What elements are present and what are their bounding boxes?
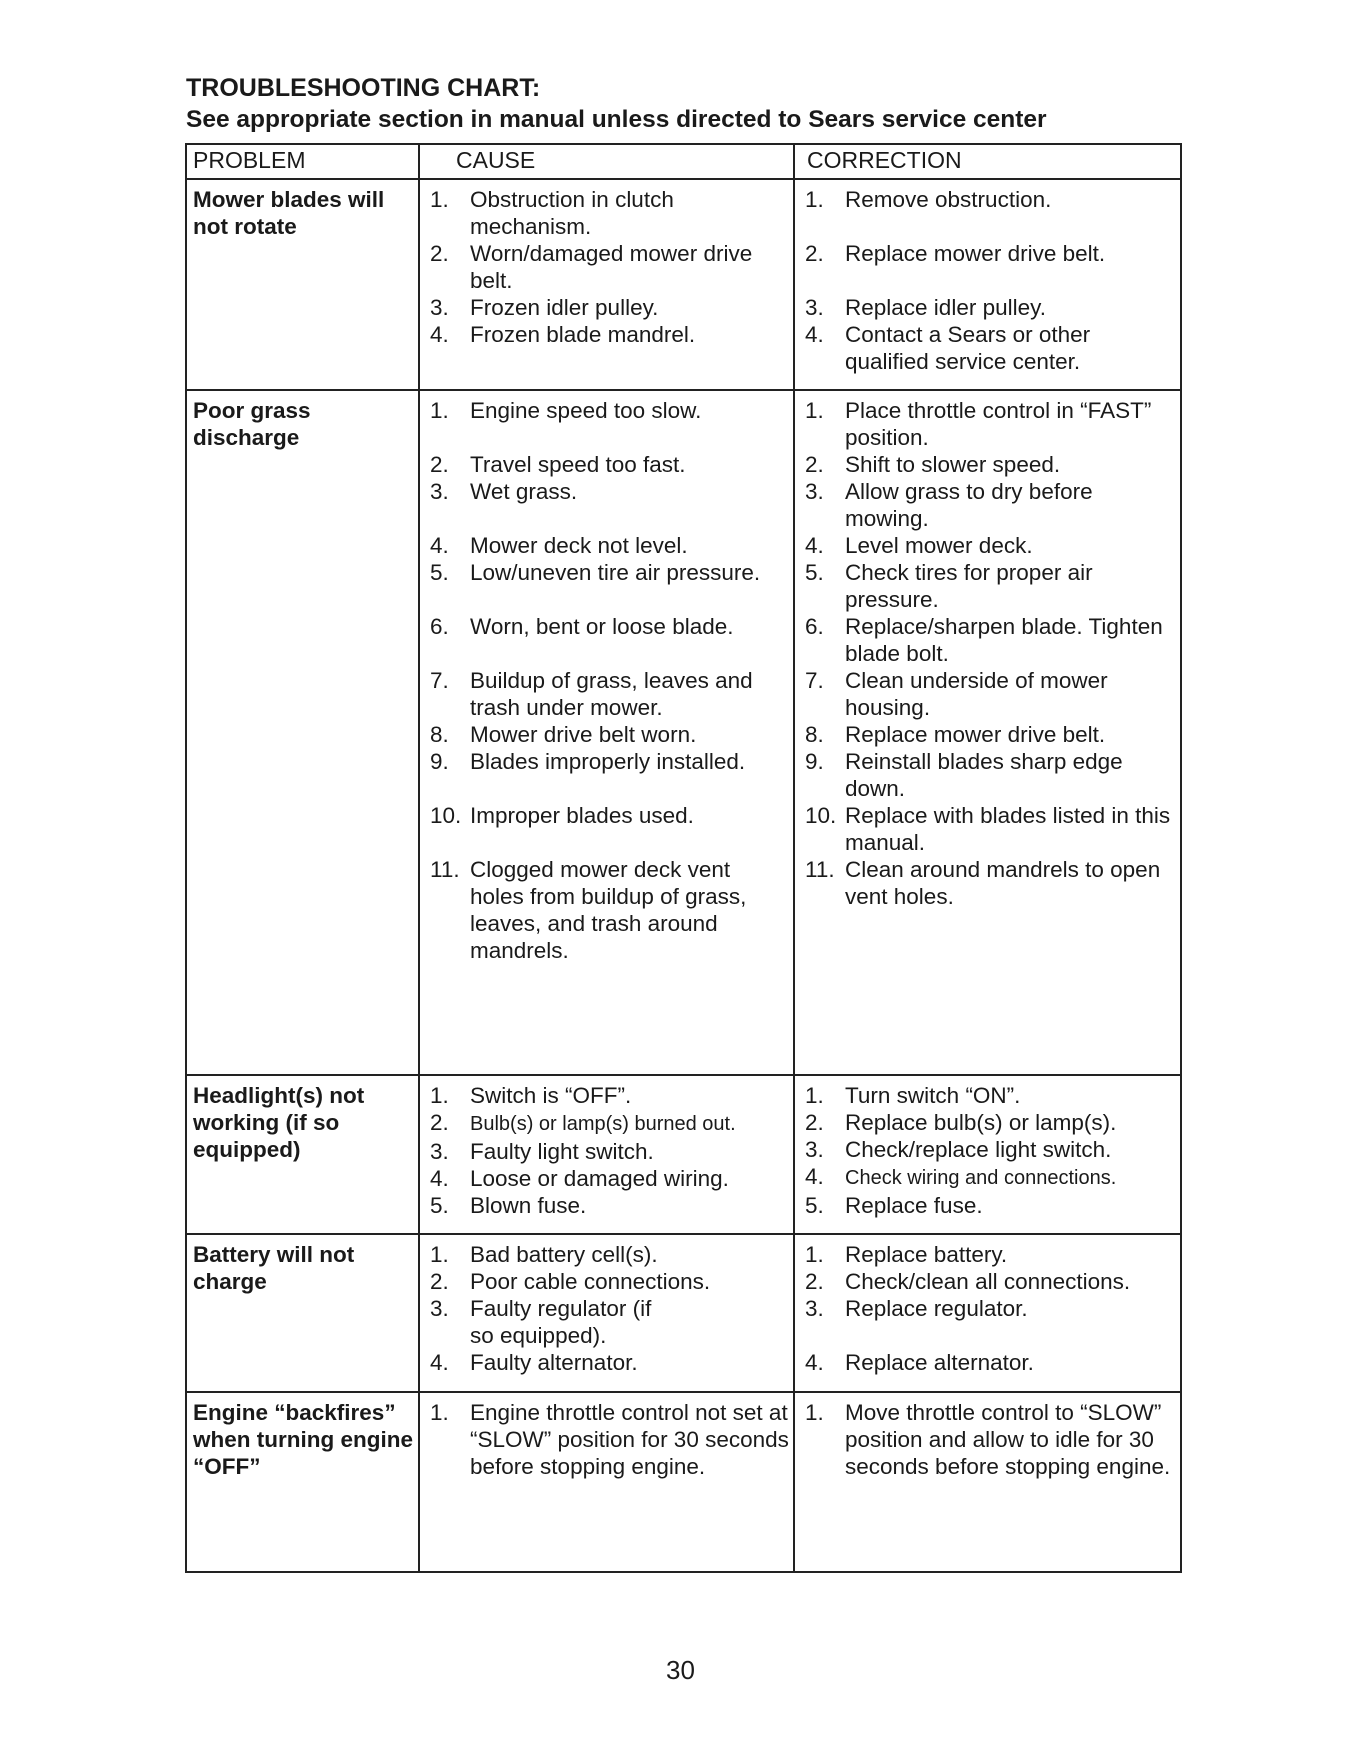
item-number: 7. — [430, 668, 449, 693]
item-number: 2. — [430, 452, 449, 477]
list-item — [430, 1349, 789, 1376]
chart-title: TROUBLESHOOTING CHART: — [186, 74, 541, 102]
item-text: Replace/sharpen blade. Tighten blade bolt. — [845, 614, 1163, 666]
item-number: 1. — [430, 1083, 449, 1108]
cause-cell — [419, 1392, 794, 1572]
item-text: Mower deck not level. — [470, 533, 688, 558]
item-number: 2. — [430, 1110, 449, 1135]
item-number: 1. — [805, 1242, 824, 1267]
item-number: 1. — [805, 1400, 824, 1425]
item-text: Level mower deck. — [845, 533, 1033, 558]
list-item — [430, 1138, 789, 1165]
list-item — [805, 1109, 1176, 1136]
list-item — [430, 559, 789, 586]
cause-cell — [419, 390, 794, 1075]
item-number: 2. — [805, 1269, 824, 1294]
item-text: Blown fuse. — [470, 1193, 587, 1218]
problem-cell: Poor grass discharge — [186, 390, 419, 1075]
item-text: Engine speed too slow. — [470, 398, 702, 423]
list-item — [805, 321, 1176, 375]
item-text: Faulty regulator (if so equipped). — [470, 1296, 652, 1348]
table-header-row — [186, 144, 1181, 179]
list-item — [805, 1136, 1176, 1163]
item-text: Replace battery. — [845, 1242, 1008, 1267]
list-item — [430, 856, 789, 964]
item-text: Replace alternator. — [845, 1350, 1034, 1375]
list-item — [805, 748, 1176, 802]
item-text: Replace bulb(s) or lamp(s). — [845, 1110, 1117, 1135]
list-item — [430, 613, 789, 640]
table-row — [186, 179, 1181, 390]
item-text: Wet grass. — [470, 479, 578, 504]
item-text: Mower drive belt worn. — [470, 722, 697, 747]
problem-cell: Mower blades will not rotate — [186, 179, 419, 390]
list-item — [805, 532, 1176, 559]
item-text: Clogged mower deck vent holes from buildup of grass, leaves, and trash around mandrels. — [470, 857, 747, 963]
list-item — [430, 1082, 789, 1109]
list-item — [430, 294, 789, 321]
troubleshooting-table — [185, 143, 1182, 1573]
list-item — [430, 451, 789, 478]
list-item — [805, 1082, 1176, 1109]
list-item — [805, 802, 1176, 856]
item-text: Faulty light switch. — [470, 1139, 654, 1164]
problem-cell: Headlight(s) not working (if so equipped) — [186, 1075, 419, 1234]
item-number: 3. — [430, 479, 449, 504]
item-text: Turn switch “ON”. — [845, 1083, 1021, 1108]
list-item — [805, 721, 1176, 748]
cause-cell — [419, 179, 794, 390]
list-item — [805, 1163, 1176, 1192]
item-number: 1. — [805, 1083, 824, 1108]
item-text: Replace regulator. — [845, 1296, 1028, 1321]
item-number: 5. — [805, 1193, 824, 1218]
item-number: 5. — [430, 1193, 449, 1218]
item-text: Remove obstruction. — [845, 187, 1052, 212]
item-text: Check/clean all connections. — [845, 1269, 1131, 1294]
item-number: 1. — [430, 187, 449, 212]
item-text: Allow grass to dry before mowing. — [845, 479, 1093, 531]
item-text: Bad battery cell(s). — [470, 1242, 658, 1267]
item-number: 1. — [430, 1400, 449, 1425]
item-text: Reinstall blades sharp edge down. — [845, 749, 1123, 801]
correction-cell — [794, 1075, 1181, 1234]
item-text: Replace idler pulley. — [845, 295, 1046, 320]
problem-cell: Engine “backfires” when turning engine “OFF” — [186, 1392, 419, 1572]
list-item — [805, 856, 1176, 910]
item-number: 10. — [805, 803, 837, 828]
item-number: 4. — [430, 533, 449, 558]
item-number: 7. — [805, 668, 824, 693]
cause-cell — [419, 1234, 794, 1392]
page-number: 30 — [666, 1655, 695, 1685]
item-number: 5. — [430, 560, 449, 585]
item-number: 1. — [430, 398, 449, 423]
item-text: Replace with blades listed in this manual. — [845, 803, 1171, 855]
item-text: Check/replace light switch. — [845, 1137, 1112, 1162]
item-number: 1. — [805, 187, 824, 212]
item-number: 3. — [805, 479, 824, 504]
item-text: Move throttle control to “SLOW” position and allow to idle for 30 seconds before stopping engine. — [845, 1400, 1171, 1479]
item-number: 8. — [805, 722, 824, 747]
item-number: 3. — [805, 1137, 824, 1162]
list-item — [805, 1241, 1176, 1268]
item-number: 2. — [805, 452, 824, 477]
list-item — [805, 667, 1176, 721]
table-row — [186, 1392, 1181, 1572]
list-item — [430, 186, 789, 240]
table-row — [186, 1075, 1181, 1234]
list-item — [805, 478, 1176, 532]
list-item — [430, 1399, 789, 1480]
item-text: Replace mower drive belt. — [845, 722, 1106, 747]
item-number: 4. — [805, 533, 824, 558]
item-text: Clean around mandrels to open vent holes. — [845, 857, 1161, 909]
correction-cell — [794, 1392, 1181, 1572]
table-row — [186, 390, 1181, 1075]
item-number: 3. — [805, 295, 824, 320]
item-text: Bulb(s) or lamp(s) burned out. — [470, 1113, 736, 1135]
list-item — [805, 559, 1176, 613]
item-number: 4. — [430, 1350, 449, 1375]
item-text: Faulty alternator. — [470, 1350, 638, 1375]
item-text: Poor cable connections. — [470, 1269, 711, 1294]
list-item — [430, 802, 789, 829]
item-text: Worn/damaged mower drive belt. — [470, 241, 753, 293]
list-item — [430, 721, 789, 748]
list-item — [430, 1109, 789, 1138]
item-text: Replace mower drive belt. — [845, 241, 1106, 266]
item-number: 4. — [805, 1164, 824, 1189]
column-header-problem: PROBLEM — [186, 144, 419, 179]
item-text: Obstruction in clutch mechanism. — [470, 187, 674, 239]
list-item — [805, 397, 1176, 451]
cause-cell — [419, 1075, 794, 1234]
item-text: Improper blades used. — [470, 803, 694, 828]
list-item — [430, 532, 789, 559]
item-text: Blades improperly installed. — [470, 749, 746, 774]
item-text: Buildup of grass, leaves and trash under mower. — [470, 668, 753, 720]
item-number: 4. — [805, 322, 824, 347]
item-text: Shift to slower speed. — [845, 452, 1061, 477]
item-text: Contact a Sears or other qualified service center. — [845, 322, 1091, 374]
list-item — [805, 1349, 1176, 1376]
item-number: 6. — [805, 614, 824, 639]
list-item — [805, 451, 1176, 478]
item-number: 10. — [430, 803, 462, 828]
column-header-cause: CAUSE — [419, 144, 794, 179]
item-text: Engine throttle control not set at “SLOW” position for 30 seconds before stopping engine. — [470, 1400, 789, 1479]
item-text: Check tires for proper air pressure. — [845, 560, 1093, 612]
item-number: 11. — [805, 857, 835, 882]
item-number: 4. — [430, 1166, 449, 1191]
item-number: 2. — [430, 1269, 449, 1294]
list-item — [805, 1268, 1176, 1295]
list-item — [805, 294, 1176, 321]
item-number: 3. — [430, 295, 449, 320]
list-item — [430, 478, 789, 505]
correction-cell — [794, 179, 1181, 390]
item-text: Worn, bent or loose blade. — [470, 614, 734, 639]
list-item — [805, 1192, 1176, 1219]
item-number: 2. — [430, 241, 449, 266]
list-item — [805, 1399, 1176, 1480]
item-number: 4. — [430, 322, 449, 347]
column-header-correction: CORRECTION — [794, 144, 1181, 179]
item-number: 9. — [430, 749, 449, 774]
item-number: 1. — [430, 1242, 449, 1267]
item-number: 4. — [805, 1350, 824, 1375]
item-number: 6. — [430, 614, 449, 639]
list-item — [430, 1268, 789, 1295]
list-item — [430, 748, 789, 775]
list-item — [430, 1165, 789, 1192]
list-item — [805, 613, 1176, 667]
list-item — [430, 1295, 789, 1349]
item-number: 3. — [430, 1296, 449, 1321]
item-number: 3. — [805, 1296, 824, 1321]
item-text: Frozen idler pulley. — [470, 295, 659, 320]
chart-subtitle: See appropriate section in manual unless directed to Sears service center — [186, 106, 1047, 133]
item-number: 5. — [805, 560, 824, 585]
item-text: Replace fuse. — [845, 1193, 983, 1218]
item-text: Clean underside of mower housing. — [845, 668, 1108, 720]
list-item — [430, 240, 789, 294]
item-text: Place throttle control in “FAST” position. — [845, 398, 1152, 450]
item-number: 11. — [430, 857, 460, 882]
item-text: Switch is “OFF”. — [470, 1083, 632, 1108]
list-item — [430, 667, 789, 721]
problem-cell: Battery will not charge — [186, 1234, 419, 1392]
item-text: Loose or damaged wiring. — [470, 1166, 729, 1191]
correction-cell — [794, 1234, 1181, 1392]
item-number: 8. — [430, 722, 449, 747]
list-item — [430, 397, 789, 424]
item-number: 1. — [805, 398, 824, 423]
list-item — [430, 1192, 789, 1219]
list-item — [805, 240, 1176, 267]
list-item — [805, 1295, 1176, 1322]
correction-cell — [794, 390, 1181, 1075]
item-number: 2. — [805, 1110, 824, 1135]
list-item — [430, 321, 789, 348]
item-text: Check wiring and connections. — [845, 1167, 1117, 1189]
table-row — [186, 1234, 1181, 1392]
item-text: Low/uneven tire air pressure. — [470, 560, 761, 585]
list-item — [430, 1241, 789, 1268]
item-number: 3. — [430, 1139, 449, 1164]
item-text: Travel speed too fast. — [470, 452, 686, 477]
item-number: 2. — [805, 241, 824, 266]
item-number: 9. — [805, 749, 824, 774]
item-text: Frozen blade mandrel. — [470, 322, 696, 347]
list-item — [805, 186, 1176, 213]
